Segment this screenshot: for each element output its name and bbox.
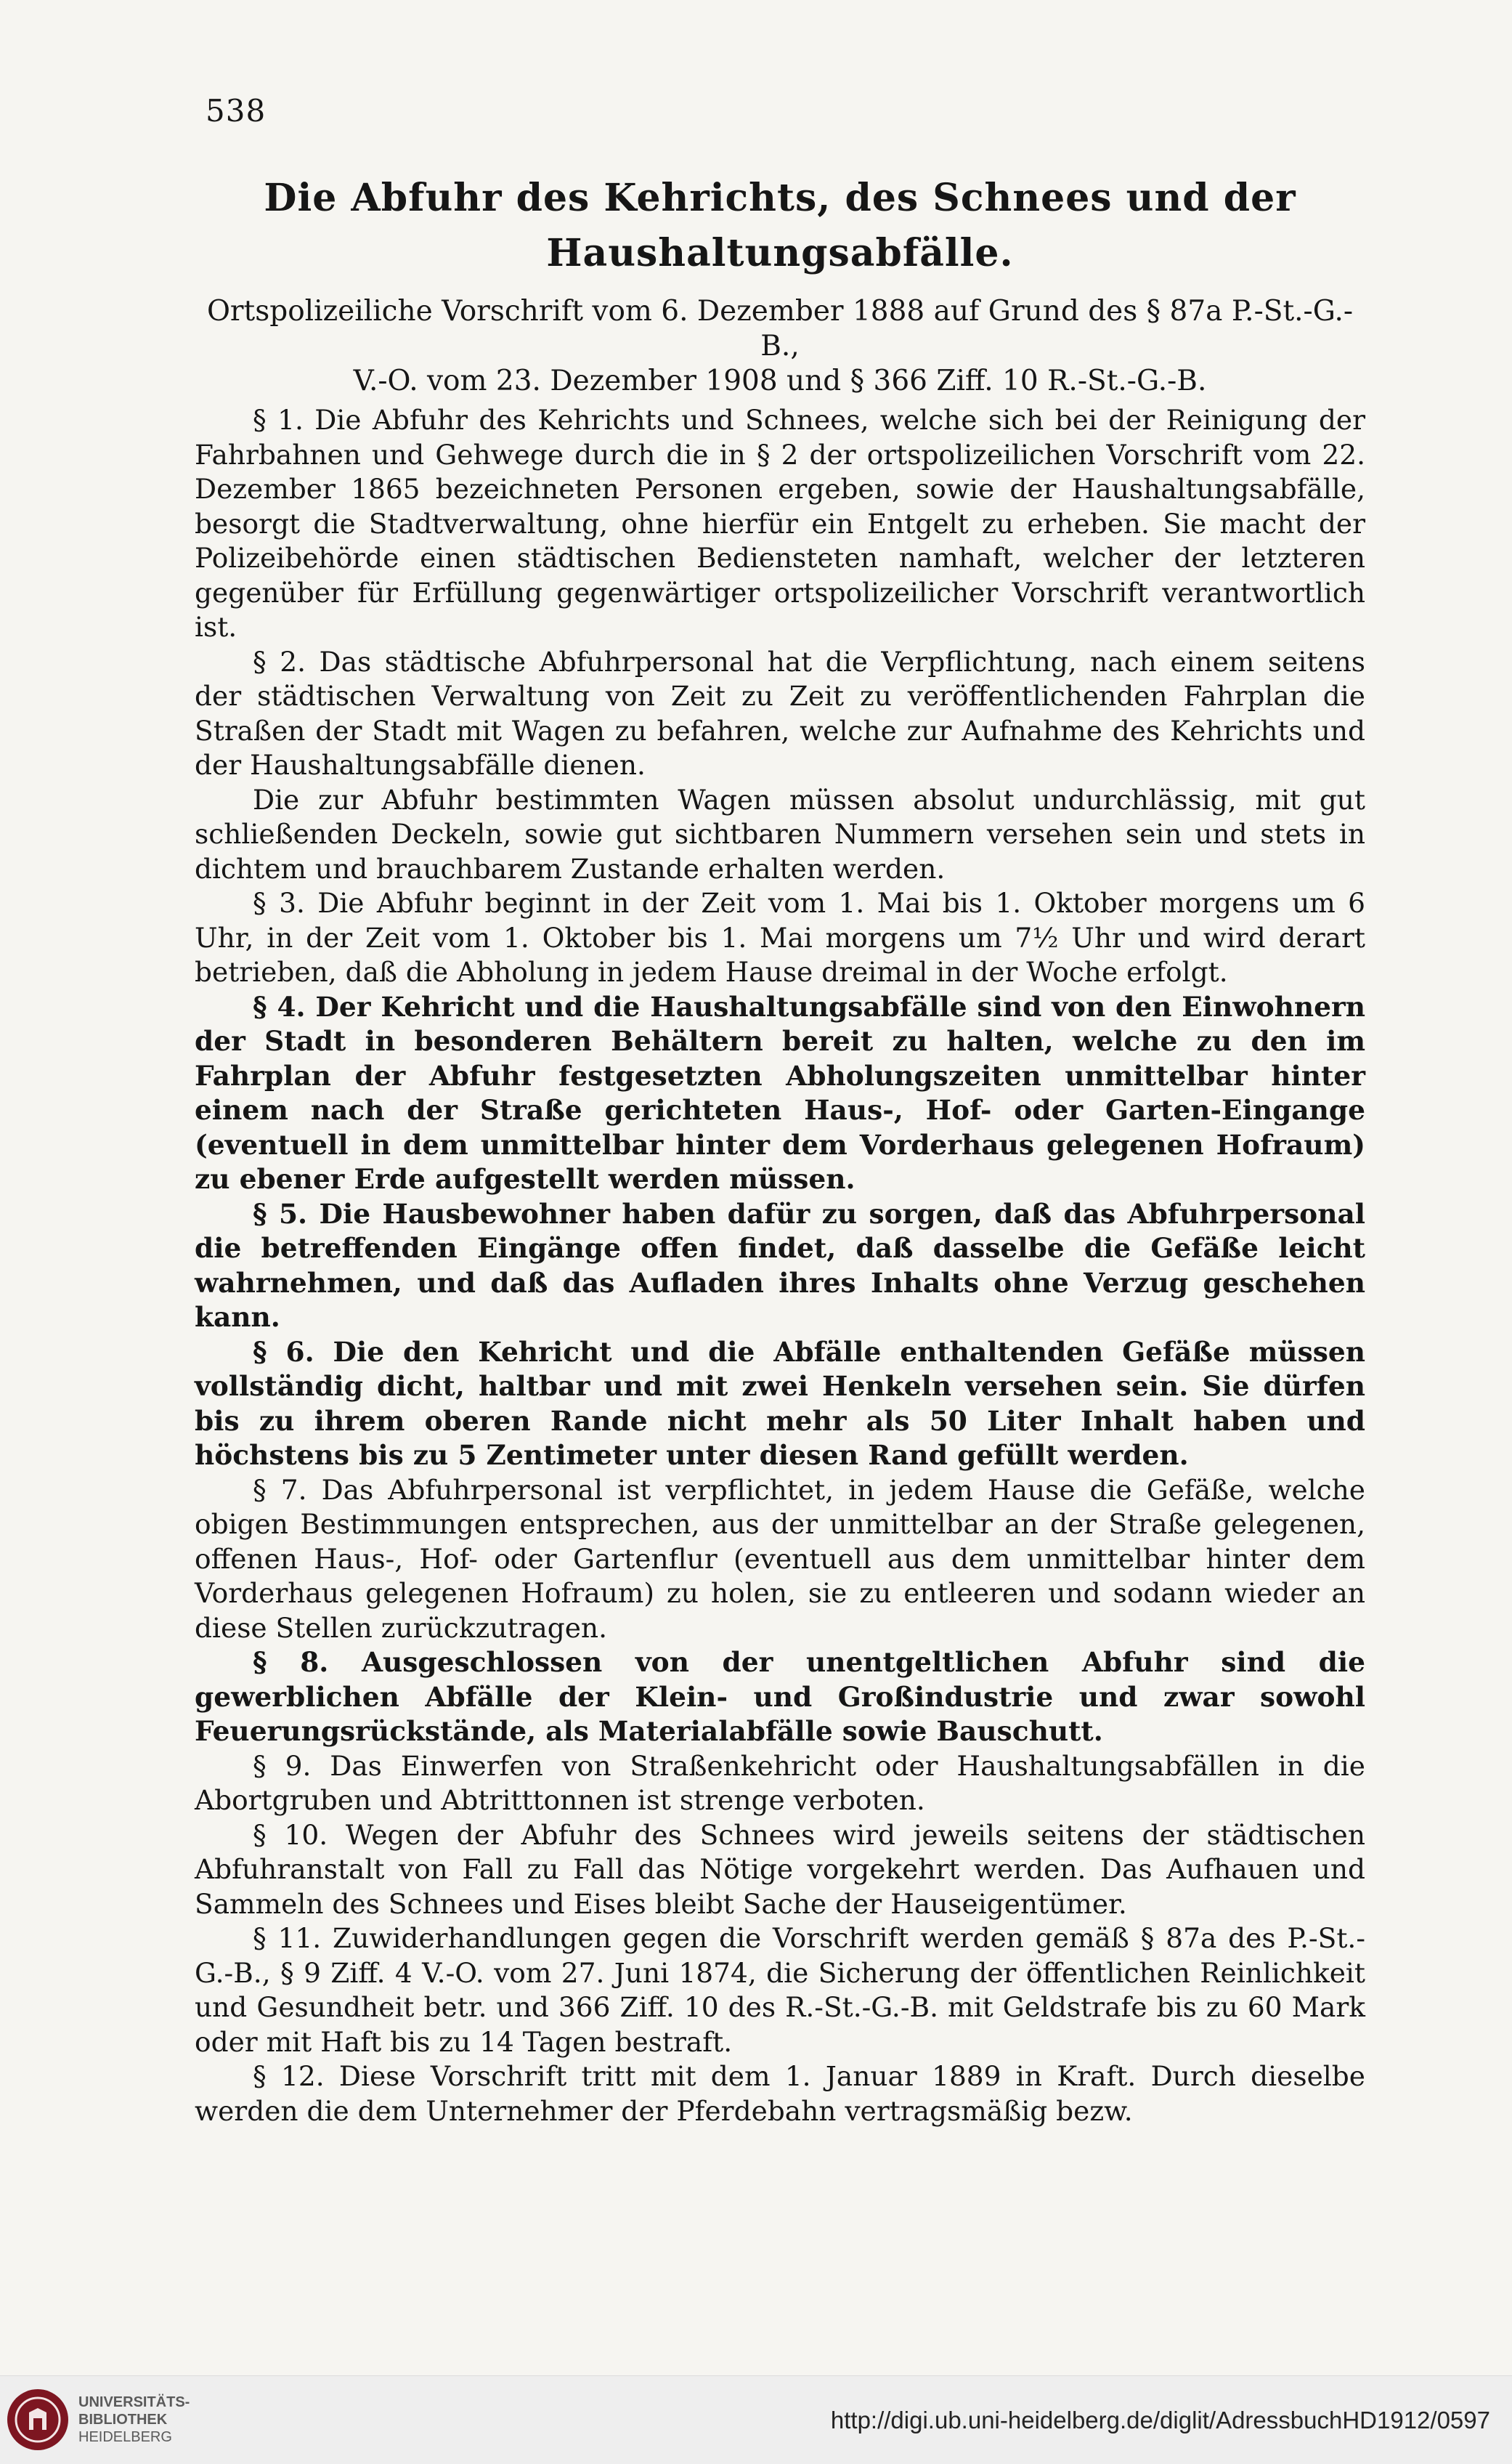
paragraph-8: § 8. Ausgeschlossen von der unentgeltlichen Abfuhr sind die gewerblichen Abfälle der Klein- und Großindustrie und zwar sowohl Feuerungsrückstände, als Materialabfälle sowie Bauschutt. [195,1646,1365,1747]
page-content [195,171,1365,2128]
paragraph-7: § 7. Das Abfuhrpersonal ist verpflichtet, in jedem Hause die Gefäße, welche obigen Bestimmungen entsprechen, aus der unmittelbar an der Straße gelegenen, offenen Haus-, Hof- oder Gartenflur (eventuell aus dem unmittelbar hinter dem Vorderhaus gelegenen Hofraum) zu holen, sie zu entleeren und sodann wieder an diese Stellen zurückzutragen. [195,1473,1365,1644]
regulation-subtitle [195,294,1365,399]
paragraph-4: § 4. Der Kehricht und die Haushaltungsabfälle sind von den Einwohnern der Stadt in besonderen Behältern bereit zu halten, welche zu den im Fahrplan der Abfuhr festgesetzten Abholungszeiten unmittelbar hinter einem nach der Straße gerichteten Haus-, Hof- oder Garten-Eingange (eventuell in dem unmittelbar hinter dem Vorderhaus gelegenen Hofraum) zu ebener Erde aufgestellt werden müssen. [195,990,1365,1195]
paragraph-6: § 6. Die den Kehricht und die Abfälle enthaltenden Gefäße müssen vollständig dicht, haltbar und mit zwei Henkeln versehen sein. Sie dürfen bis zu ihrem oberen Rande nicht mehr als 50 Liter Inhalt haben und höchstens bis zu 5 Zentimeter unter diesen Rand gefüllt werden. [195,1335,1365,1471]
paragraph-3: § 3. Die Abfuhr beginnt in der Zeit vom 1. Mai bis 1. Oktober morgens um 6 Uhr, in der Zeit vom 1. Oktober bis 1. Mai morgens um 7½ Uhr und wird derart betrieben, daß die Abholung in jedem Hause dreimal in der Woche erfolgt. [195,887,1365,988]
paragraph-5: § 5. Die Hausbewohner haben dafür zu sorgen, daß das Abfuhrpersonal die betreffenden Eingänge offen findet, daß dasselbe die Gefäße leicht wahrnehmen, und daß das Aufladen ihres Inhalts ohne Verzug geschehen kann. [195,1197,1365,1333]
section-title-line-1: Die Abfuhr des Kehrichts, des Schnees und der [264,176,1296,220]
paragraph-11: § 11. Zuwiderhandlungen gegen die Vorschrift werden gemäß § 87a des P.-St.-G.-B., § 9 Ziff. 4 V.-O. vom 27. Juni 1874, die Sicherung der öffentlichen Reinlichkeit und Gesundheit betr. und 366 Ziff. 10 des R.-St.-G.-B. mit Geldstrafe bis zu 60 Mark oder mit Haft bis zu 14 Tagen bestraft. [195,1922,1365,2058]
library-name [78,2394,190,2446]
subtitle-line-1: Ortspolizeiliche Vorschrift vom 6. Dezember 1888 auf Grund des § 87a P.-St.-G.-B., [206,295,1354,362]
page-number: 538 [206,93,267,129]
library-name-line-1: UNIVERSITÄTS- [78,2394,190,2410]
paragraph-1: § 1. Die Abfuhr des Kehrichts und Schnees, welche sich bei der Reinigung der Fahrbahnen und Gehwege durch die in § 2 der ortspolizeilichen Vorschrift vom 22. Dezember 1865 bezeichneten Personen ergeben, sowie der Haushaltungsabfälle, besorgt die Stadtverwaltung, ohne hierfür ein Entgelt zu erheben. Sie macht der Polizeibehörde einen städtischen Bediensteten namhaft, welcher der letzteren gegenüber für Erfüllung gegenwärtiger ortspolizeilicher Vorschrift verantwortlich ist. [195,404,1365,643]
viewer-footer [0,2375,1512,2464]
paragraph-9: § 9. Das Einwerfen von Straßenkehricht oder Haushaltungsabfällen in die Abortgruben und Abtritttonnen ist strenge verboten. [195,1749,1365,1816]
permalink-url[interactable]: http://digi.ub.uni-heidelberg.de/diglit/AdressbuchHD1912/0597 [830,2407,1490,2433]
section-title-line-2: Haushaltungsabfälle. [546,231,1014,275]
paragraph-2: § 2. Das städtische Abfuhrpersonal hat die Verpflichtung, nach einem seitens der städtischen Verwaltung von Zeit zu Zeit zu veröffentlichenden Fahrplan die Straßen der Stadt mit Wagen zu befahren, welche zur Aufnahme des Kehrichts und der Haushaltungsabfälle dienen. [195,645,1365,781]
paragraph-12: § 12. Diese Vorschrift tritt mit dem 1. Januar 1889 in Kraft. Durch dieselbe werden die dem Unternehmer der Pferdebahn vertragsmäßig bezw. [195,2060,1365,2127]
paragraph-10: § 10. Wegen der Abfuhr des Schnees wird jeweils seitens der städtischen Abfuhranstalt von Fall zu Fall das Nötige vorgekehrt werden. Das Aufhauen und Sammeln des Schnees und Eises bleibt Sache der Hauseigentümer. [195,1818,1365,1920]
library-name-line-3: HEIDELBERG [78,2429,172,2445]
paragraph-2-continued: Die zur Abfuhr bestimmten Wagen müssen absolut undurchlässig, mit gut schließenden Deckeln, sowie gut sichtbaren Nummern versehen sein und stets in dichtem und brauchbarem Zustande erhalten werden. [195,783,1365,885]
subtitle-line-2: V.-O. vom 23. Dezember 1908 und § 366 Ziff. 10 R.-St.-G.-B. [353,365,1207,397]
section-title [195,171,1365,281]
library-logo[interactable] [7,2389,190,2450]
university-seal-icon [7,2389,68,2450]
library-name-line-2: BIBLIOTHEK [78,2412,168,2428]
